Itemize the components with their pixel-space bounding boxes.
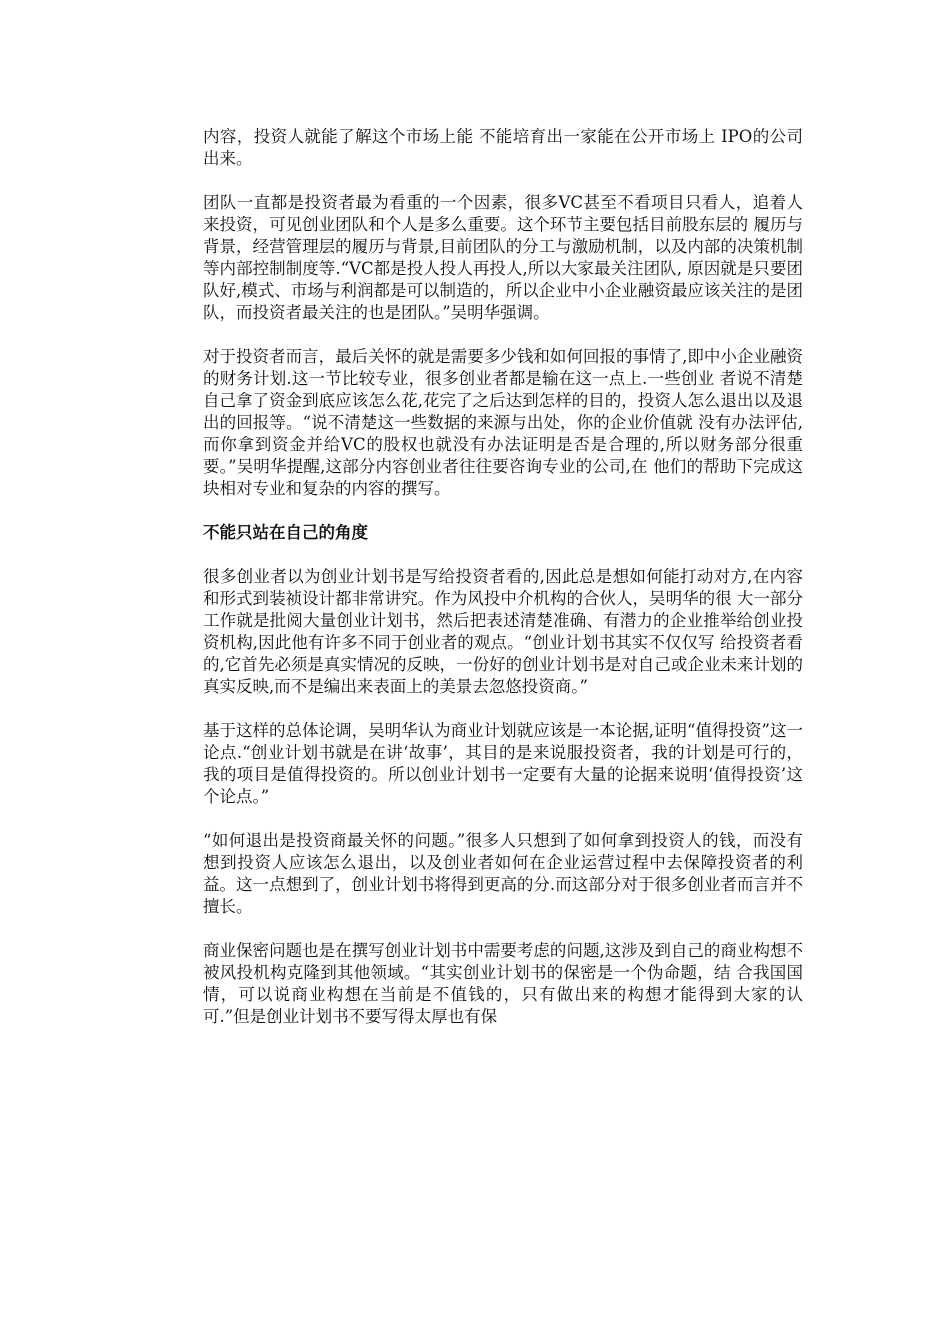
paragraph-market-ipo: 内容，投资人就能了解这个市场上能 不能培育出一家能在公开市场上 IPO的公司出来。 xyxy=(203,127,803,168)
paragraph-financial-plan: 对于投资者而言，最后关怀的就是需要多少钱和如何回报的事情了,即中小企业融资的财务计划.这一节比较专业，很多创业者都是输在这一点上.一些创业 者说不清楚自己拿了资金到底应该怎么花,花完了之后达到怎样的目的，投资人怎么退出以及退出的回报等。“说不清楚这一些数据的来源与出处，你的企业价值就 没有办法评估,而你拿到资金并给VC的股权也就没有办法证明是否是合理的,所以财务部分很重要。”吴明华提醒,这部分内容创业者往往要咨询专业的公司,在 他们的帮助下完成这块相对专业和复杂的内容的撰写。 xyxy=(203,347,803,498)
paragraph-business-plan-purpose: 很多创业者以为创业计划书是写给投资者看的,因此总是想如何能打动对方,在内容和形式到装祯设计都非常讲究。作为风投中介机构的合伙人，吴明华的很 大一部分工作就是批阅大量创业计划书，然后把表述清楚准确、有潜力的企业推举给创业投资机构,因此他有许多不同于创业者的观点。“创业计划书其实不仅仅写 给投资者看的,它首先必须是真实情况的反映，一份好的创业计划书是对自己或企业未来计划的真实反映,而不是编出来表面上的美景去忽悠投资商。” xyxy=(203,567,803,696)
paragraph-confidentiality: 商业保密问题也是在撰写创业计划书中需要考虑的问题,这涉及到自己的商业构想不被风投机构克隆到其他领域。“其实创业计划书的保密是一个伪命题，结 合我国国情，可以说商业构想在当前是不值钱的，只有做出来的构想才能得到大家的认可.”但是创业计划书不要写得太厚也有保 xyxy=(203,941,803,1026)
paragraph-exit-strategy: “如何退出是投资商最关怀的问题。”很多人只想到了如何拿到投资人的钱，而没有想到投资人应该怎么退出，以及创业者如何在企业运营过程中去保障投资者的利益。这一点想到了，创业计划书将得到更高的分.而这部分对于很多创业者而言并不擅长。 xyxy=(203,831,803,916)
paragraph-team: 团队一直都是投资者最为看重的一个因素，很多VC甚至不看项目只看人，追着人来投资，可见创业团队和个人是多么重要。这个环节主要包括目前股东层的 履历与背景，经营管理层的履历与背景,目前团队的分工与激励机制，以及内部的决策机制等内部控制制度等.“VC都是投人投人再投人,所以大家最关注团队, 原因就是只要团队好,模式、市场与利润都是可以制造的，所以企业中小企业融资最应该关注的是团队，而投资者最关注的也是团队。”吴明华强调。 xyxy=(203,193,803,322)
document-page xyxy=(203,126,803,1050)
section-heading: 不能只站在自己的角度 xyxy=(203,523,368,542)
paragraph-worth-investing: 基于这样的总体论调，吴明华认为商业计划就应该是一本论据,证明“值得投资”这一论点.“创业计划书就是在讲‘故事’，其目的是来说服投资者，我的计划是可行的，我的项目是值得投资的。所以创业计划书一定要有大量的论据来说明‘值得投资’这个论点。” xyxy=(203,721,803,806)
